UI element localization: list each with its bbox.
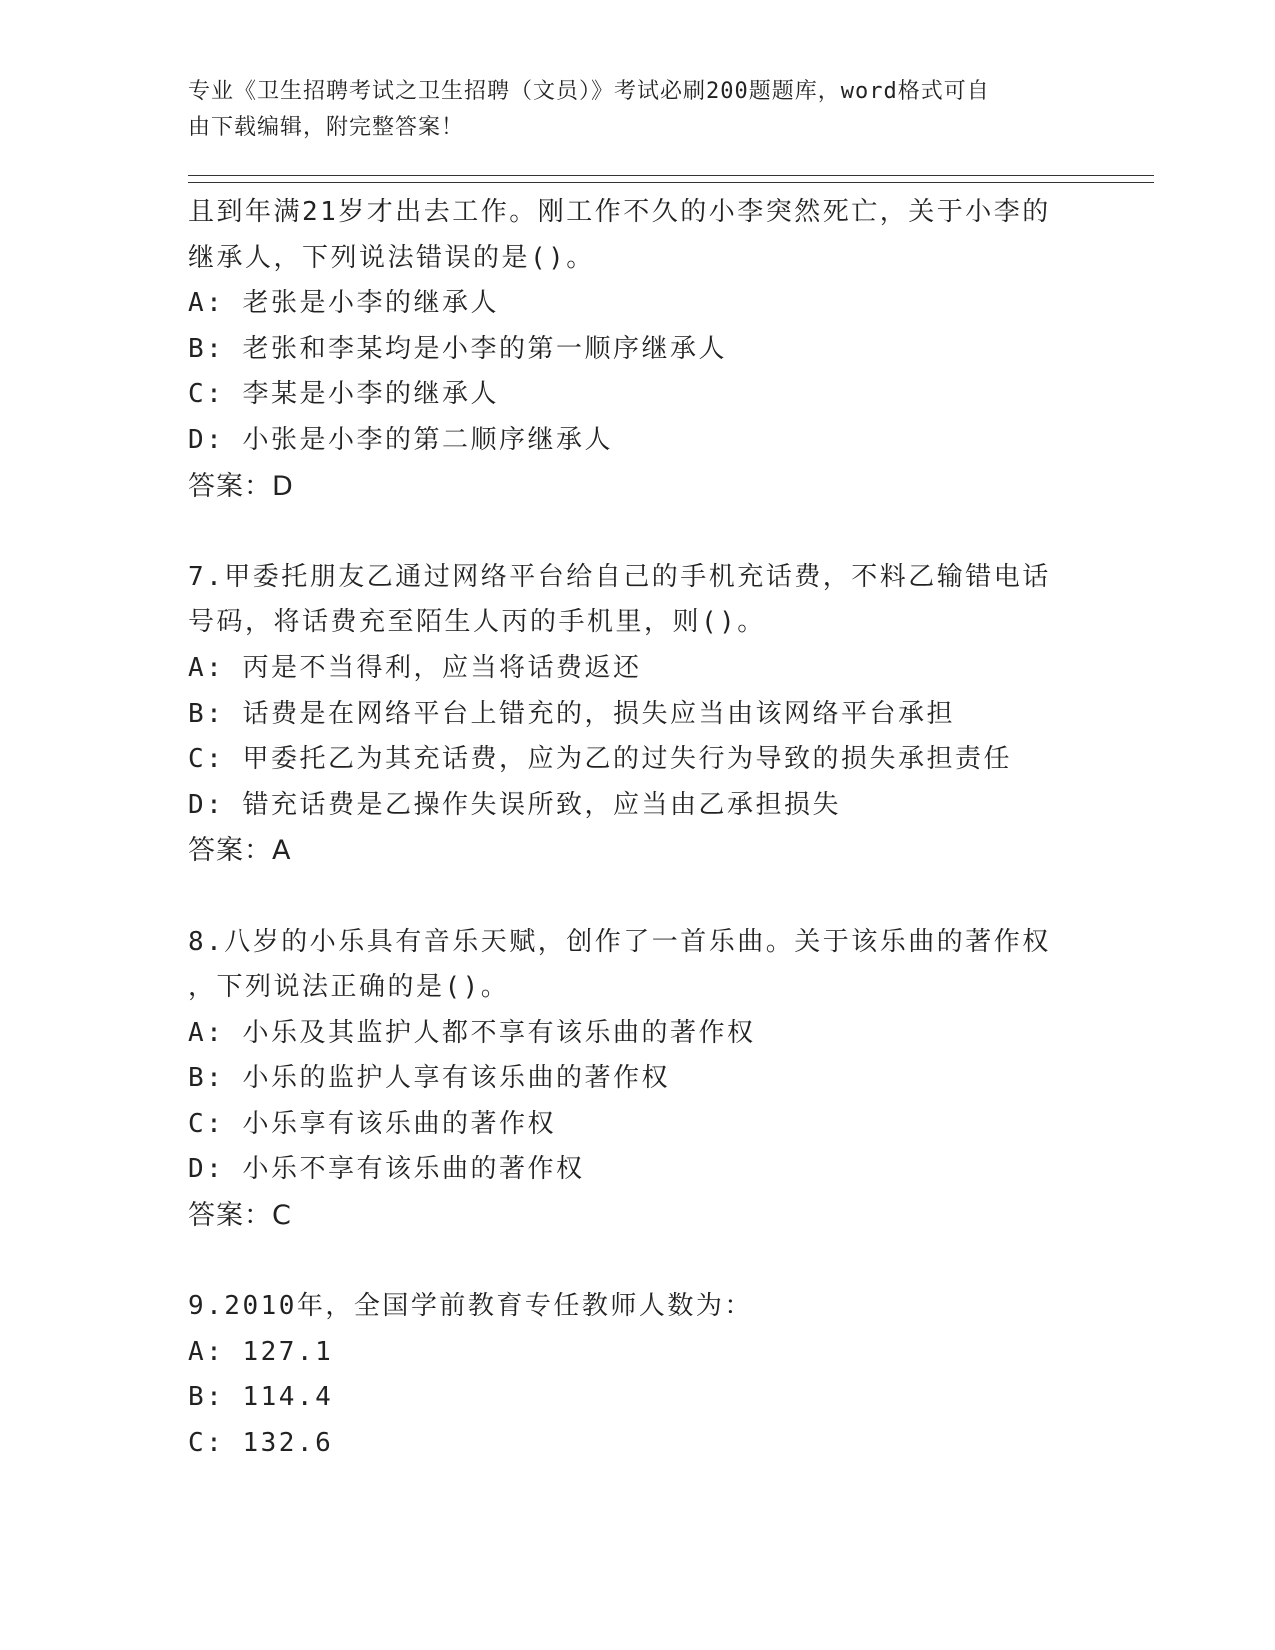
question-text: 8.八岁的小乐具有音乐天赋，创作了一首乐曲。关于该乐曲的著作权 bbox=[188, 926, 1051, 957]
answer-label: 答案：C bbox=[188, 1200, 292, 1232]
header-line-2: 由下载编辑，附完整答案！ bbox=[188, 115, 465, 140]
question-text: 7.甲委托朋友乙通过网络平台给自己的手机充话费，不料乙输错电话 bbox=[188, 561, 1051, 592]
option-a: A: 小乐及其监护人都不享有该乐曲的著作权 bbox=[188, 1017, 756, 1048]
option-c: C: 小乐享有该乐曲的著作权 bbox=[188, 1108, 556, 1139]
question-text: 9.2010年，全国学前教育专任教师人数为： bbox=[188, 1291, 753, 1322]
option-d: D: 小张是小李的第二顺序继承人 bbox=[188, 424, 613, 455]
option-a: A: 老张是小李的继承人 bbox=[188, 288, 499, 319]
answer-label: 答案：D bbox=[188, 470, 294, 502]
option-a: A: 127.1 bbox=[188, 1336, 334, 1367]
option-a: A: 丙是不当得利，应当将话费返还 bbox=[188, 652, 642, 683]
question-text: 且到年满21岁才出去工作。刚工作不久的小李突然死亡，关于小李的 bbox=[188, 197, 1051, 227]
document-header bbox=[188, 74, 1088, 146]
header-divider-bottom bbox=[188, 182, 1154, 183]
question-8 bbox=[188, 920, 1148, 1239]
option-c: C: 李某是小李的继承人 bbox=[188, 379, 499, 410]
option-b: B: 话费是在网络平台上错充的，损失应当由该网络平台承担 bbox=[188, 698, 955, 729]
option-c: C: 甲委托乙为其充话费，应为乙的过失行为导致的损失承担责任 bbox=[188, 744, 1012, 775]
spacer bbox=[188, 874, 1148, 920]
option-d: D: 小乐不享有该乐曲的著作权 bbox=[188, 1154, 585, 1185]
question-9 bbox=[188, 1284, 1148, 1466]
question-6 bbox=[188, 190, 1148, 509]
option-d: D: 错充话费是乙操作失误所致，应当由乙承担损失 bbox=[188, 789, 841, 820]
option-c: C: 132.6 bbox=[188, 1428, 334, 1459]
option-b: B: 114.4 bbox=[188, 1382, 334, 1413]
header-line-1: 专业《卫生招聘考试之卫生招聘（文员）》考试必刷200题题库，word格式可自 bbox=[188, 79, 990, 104]
option-b: B: 小乐的监护人享有该乐曲的著作权 bbox=[188, 1063, 670, 1094]
option-b: B: 老张和李某均是小李的第一顺序继承人 bbox=[188, 333, 727, 364]
spacer bbox=[188, 509, 1148, 555]
answer-label: 答案：A bbox=[188, 835, 292, 867]
question-text: 号码，将话费充至陌生人丙的手机里，则()。 bbox=[188, 607, 766, 638]
question-text: ，下列说法正确的是()。 bbox=[188, 972, 510, 1003]
question-text: 继承人，下列说法错误的是()。 bbox=[188, 242, 595, 273]
question-7 bbox=[188, 555, 1148, 874]
question-list bbox=[188, 190, 1148, 1467]
spacer bbox=[188, 1239, 1148, 1285]
header-divider-top bbox=[188, 175, 1154, 176]
